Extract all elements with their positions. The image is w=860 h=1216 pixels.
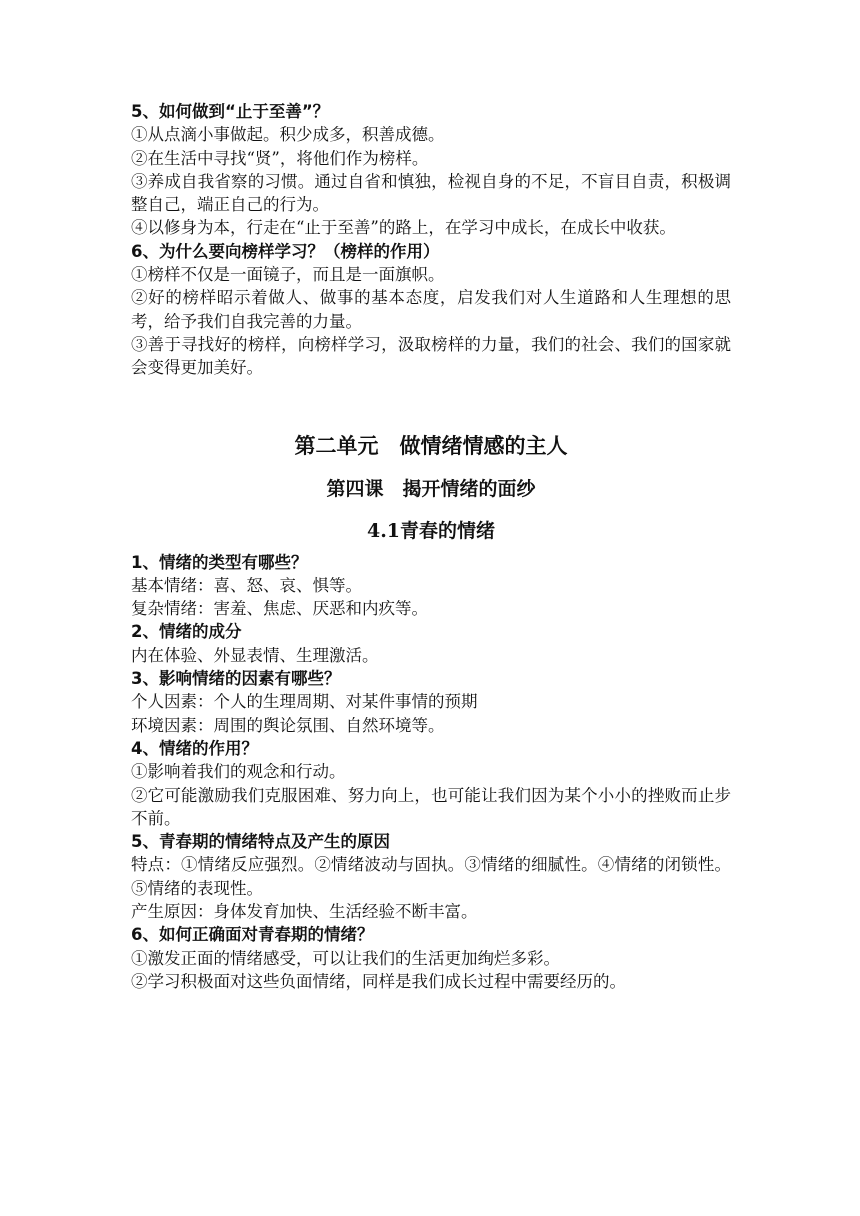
answer-item: ③养成自我省察的习惯。通过自省和慎独，检视自身的不足，不盲目自责，积极调整自己，端正自己的行为。: [131, 171, 731, 215]
question-heading: 5、青春期的情绪特点及产生的原因: [131, 832, 390, 852]
question-heading: 6、为什么要向榜样学习？（榜样的作用）: [131, 241, 440, 261]
answer-item: ①榜样不仅是一面镜子，而且是一面旗帜。: [131, 265, 445, 285]
question-heading: 3、影响情绪的因素有哪些？: [131, 669, 341, 689]
question-heading: 1、情绪的类型有哪些？: [131, 552, 308, 572]
lesson-title: 第四课 揭开情绪的面纱: [326, 477, 536, 500]
question-heading: 2、情绪的成分: [131, 622, 242, 642]
answer-item: ②好的榜样昭示着做人、做事的基本态度，启发我们对人生道路和人生理想的思考，给予我们自我完善的力量。: [131, 288, 731, 331]
answer-item: ④以修身为本，行走在“止于至善”的路上，在学习中成长，在成长中收获。: [131, 218, 676, 238]
answer-item: 基本情绪：喜、怒、哀、惧等。: [131, 575, 362, 595]
section-spacer: [131, 380, 731, 431]
section-title: 4.1青春的情绪: [366, 519, 496, 542]
document-page: [131, 100, 731, 993]
answer-item: 内在体验、外显表情、生理激活。: [131, 645, 379, 665]
question-heading: 5、如何做到“止于至善”？: [131, 102, 330, 121]
answer-item: 复杂情绪：害羞、焦虑、厌恶和内疚等。: [131, 599, 428, 619]
answer-item: ②在生活中寻找“贤”，将他们作为榜样。: [131, 148, 429, 168]
answer-item: 环境因素：周围的舆论氛围、自然环境等。: [131, 715, 445, 735]
answer-item: 产生原因：身体发育加快、生活经验不断丰富。: [131, 902, 478, 922]
answer-item: ③善于寻找好的榜样，向榜样学习，汲取榜样的力量，我们的社会、我们的国家就会变得更加美好。: [131, 334, 731, 378]
question-heading: 6、如何正确面对青春期的情绪？: [131, 925, 374, 945]
answer-item: ①从点滴小事做起。积少成多，积善成德。: [131, 125, 445, 145]
answer-item: 个人因素：个人的生理周期、对某件事情的预期: [131, 692, 478, 712]
unit-title: 第二单元 做情绪情感的主人: [294, 433, 568, 458]
answer-item: 特点：①情绪反应强烈。②情绪波动与固执。③情绪的细腻性。④情绪的闭锁性。⑤情绪的表现性。: [131, 855, 731, 898]
question-heading: 4、情绪的作用？: [131, 738, 258, 758]
answer-item: ②学习积极面对这些负面情绪，同样是我们成长过程中需要经历的。: [131, 971, 626, 991]
answer-item: ①影响着我们的观念和行动。: [131, 762, 346, 782]
answer-item: ①激发正面的情绪感受，可以让我们的生活更加绚烂多彩。: [131, 948, 560, 968]
answer-item: ②它可能激励我们克服困难、努力向上，也可能让我们因为某个小小的挫败而止步不前。: [131, 785, 731, 828]
